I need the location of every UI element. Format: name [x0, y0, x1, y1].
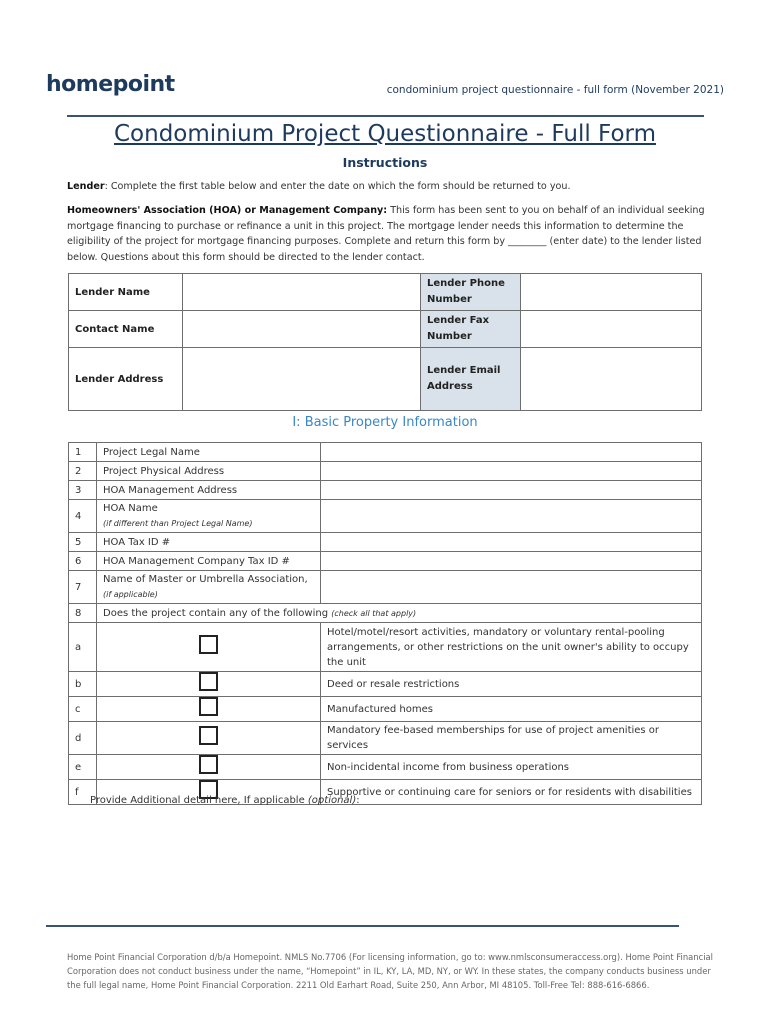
table-row	[69, 500, 702, 533]
option-e-text: Non-incidental income from business operations	[321, 755, 702, 780]
option-letter: a	[69, 623, 97, 672]
row-label: Project Legal Name	[97, 443, 321, 462]
option-letter: e	[69, 755, 97, 780]
lender-phone-label: Lender Phone Number	[421, 274, 521, 311]
lender-name-field[interactable]	[183, 274, 421, 311]
table-row	[69, 623, 702, 672]
master-association-field[interactable]	[321, 571, 702, 604]
option-letter: d	[69, 722, 97, 755]
hoa-management-address-field[interactable]	[321, 481, 702, 500]
footer-rule	[46, 925, 679, 927]
table-row	[69, 755, 702, 780]
lender-fax-field[interactable]	[521, 311, 702, 348]
row-number: 7	[69, 571, 97, 604]
hoa-name-note: (if different than Project Legal Name)	[103, 519, 253, 528]
master-association-label: Name of Master or Umbrella Association,	[103, 574, 308, 585]
contact-name-label: Contact Name	[69, 311, 183, 348]
footer-disclaimer: Home Point Financial Corporation d/b/a Homepoint. NMLS No.7706 (For licensing information, go to: www.nmlsconsumeraccess.org). Home Point Financial Corporation does not conduct business under the name, “Homepoint” in IL, KY, LA, MD, NY, or WY. In these states, the company conducts business under the full legal name, Home Point Financial Corporation. 2211 Old Earhart Road, Suite 250, Ann Arbor, MI 48105. Toll-Free Tel: 888-616-6866.	[67, 952, 713, 990]
additional-suffix: :	[356, 795, 360, 806]
instructions-heading: Instructions	[342, 155, 428, 170]
row-label	[97, 500, 321, 533]
option-a-checkbox[interactable]	[199, 635, 218, 654]
question-8-note: (check all that apply)	[331, 608, 417, 618]
option-e-checkbox[interactable]	[199, 755, 218, 774]
header-subtitle: condominium project questionnaire - full form (November 2021)	[386, 84, 724, 96]
hoa-text: This form has been sent to you on behalf of an individual seeking mortgage financing to purchase or refinance a unit in this project. The mortgage lender needs this information to determine the eligibility of the project for mortgage financing purposes. Complete and return this form by ________ (enter date) to the lender listed below. Questions about this form should be directed to the lender contact.	[67, 205, 705, 263]
lender-address-field[interactable]	[183, 348, 421, 411]
homepoint-logo: homepoint	[46, 72, 175, 97]
lender-address-label: Lender Address	[69, 348, 183, 411]
row-number: 8	[69, 604, 97, 623]
lender-label: Lender	[67, 181, 105, 192]
row-number: 5	[69, 533, 97, 552]
option-d-checkbox[interactable]	[199, 726, 218, 745]
option-letter: f	[69, 780, 97, 805]
row-label: HOA Management Address	[97, 481, 321, 500]
table-row	[69, 571, 702, 604]
table-row	[69, 481, 702, 500]
additional-optional: (optional)	[307, 795, 357, 806]
row-number: 6	[69, 552, 97, 571]
table-row	[69, 274, 702, 311]
master-association-note: (if applicable)	[103, 590, 158, 599]
row-label: HOA Management Company Tax ID #	[97, 552, 321, 571]
hoa-name-field[interactable]	[321, 500, 702, 533]
header-rule	[67, 115, 704, 117]
hoa-name-label: HOA Name	[103, 503, 158, 514]
lender-table	[68, 273, 702, 411]
basic-property-table	[68, 442, 702, 805]
lender-fax-label: Lender Fax Number	[421, 311, 521, 348]
option-letter: c	[69, 697, 97, 722]
option-f-text: Supportive or continuing care for seniors or for residents with disabilities	[321, 780, 702, 805]
lender-phone-field[interactable]	[521, 274, 702, 311]
row-number: 2	[69, 462, 97, 481]
row-number: 1	[69, 443, 97, 462]
contact-name-field[interactable]	[183, 311, 421, 348]
lender-name-label: Lender Name	[69, 274, 183, 311]
option-b-checkbox[interactable]	[199, 672, 218, 691]
option-letter: b	[69, 672, 97, 697]
option-c-text: Manufactured homes	[321, 697, 702, 722]
row-number: 3	[69, 481, 97, 500]
project-legal-name-field[interactable]	[321, 443, 702, 462]
option-d-cell	[97, 722, 321, 755]
option-a-text: Hotel/motel/resort activities, mandatory or voluntary rental-pooling arrangements, or other restrictions on the unit owner's ability to occupy the unit	[321, 623, 702, 672]
table-row	[69, 311, 702, 348]
additional-detail-prompt	[90, 795, 360, 806]
option-c-checkbox[interactable]	[199, 697, 218, 716]
option-c-cell	[97, 697, 321, 722]
lender-instructions	[67, 179, 707, 195]
table-row	[69, 348, 702, 411]
option-e-cell	[97, 755, 321, 780]
row-label	[97, 571, 321, 604]
hoa-instructions	[67, 203, 707, 265]
table-row	[69, 443, 702, 462]
table-row	[69, 552, 702, 571]
table-row	[69, 533, 702, 552]
page-title: Condominium Project Questionnaire - Full Form	[114, 121, 656, 147]
option-b-text: Deed or resale restrictions	[321, 672, 702, 697]
option-b-cell	[97, 672, 321, 697]
lender-email-label: Lender Email Address	[421, 348, 521, 411]
lender-text: : Complete the first table below and enter the date on which the form should be returned to you.	[104, 181, 571, 192]
lender-email-field[interactable]	[521, 348, 702, 411]
table-row	[69, 697, 702, 722]
table-row	[69, 722, 702, 755]
hoa-label: Homeowners' Association (HOA) or Management Company:	[67, 205, 388, 216]
table-row	[69, 604, 702, 623]
table-row	[69, 672, 702, 697]
row-label: Project Physical Address	[97, 462, 321, 481]
hoa-management-tax-id-field[interactable]	[321, 552, 702, 571]
hoa-tax-id-field[interactable]	[321, 533, 702, 552]
option-a-cell	[97, 623, 321, 672]
section-basic-property-title: I: Basic Property Information	[292, 415, 478, 430]
question-8-label: Does the project contain any of the following	[103, 607, 332, 619]
table-row	[69, 462, 702, 481]
row-number: 4	[69, 500, 97, 533]
additional-detail-label: Provide Additional detail here, If applicable	[90, 795, 308, 806]
question-8	[97, 604, 702, 623]
option-d-text: Mandatory fee-based memberships for use of project amenities or services	[321, 722, 702, 755]
row-label: HOA Tax ID #	[97, 533, 321, 552]
project-physical-address-field[interactable]	[321, 462, 702, 481]
